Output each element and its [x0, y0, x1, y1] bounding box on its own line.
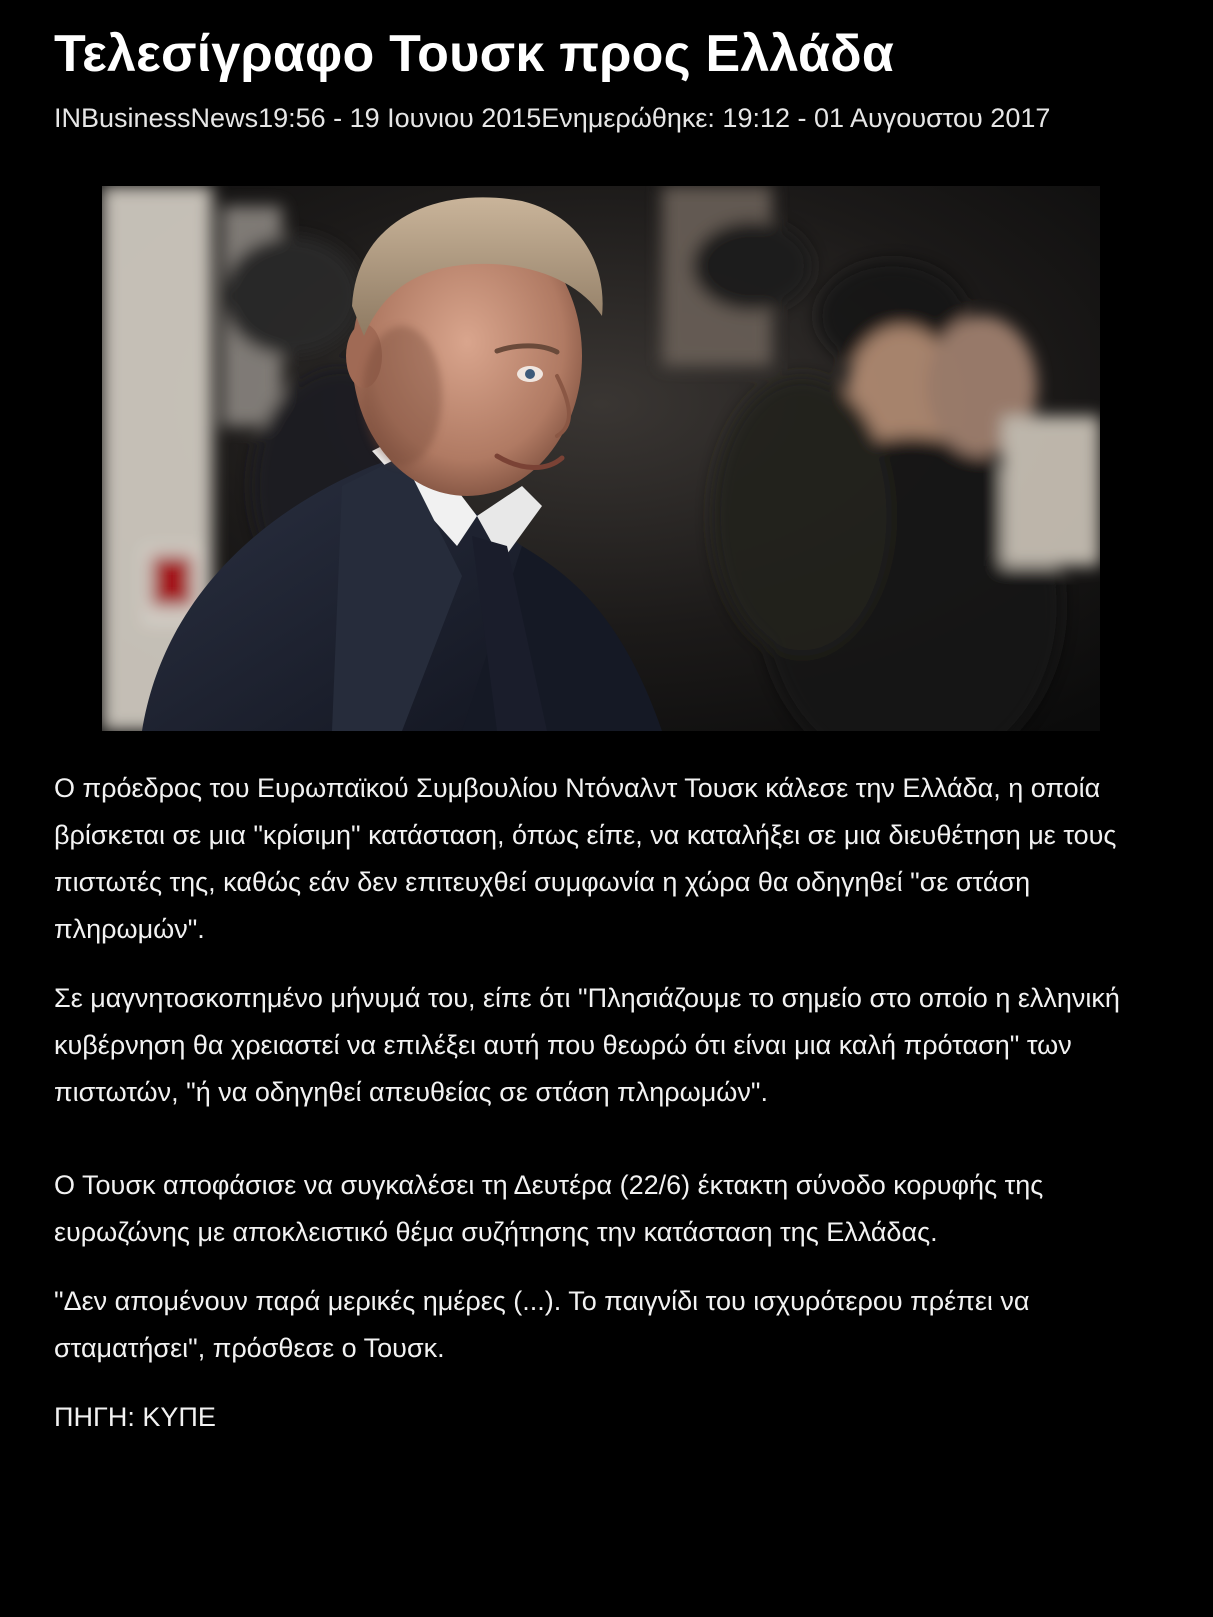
article-source: ΠΗΓΗ: ΚΥΠΕ	[54, 1402, 216, 1432]
article-meta: INBusinessNews19:56 - 19 Ιουνιου 2015Ενημερώθηκε: 19:12 - 01 Αυγουστου 2017	[54, 103, 1051, 133]
article-title: Τελεσίγραφο Τουσκ προς Ελλάδα	[54, 25, 895, 83]
paragraph-2: Σε μαγνητοσκοπημένο μήνυμά του, είπε ότι "Πλησιάζουμε το σημείο στο οποίο η ελληνική κυβέρνηση θα χρειαστεί να επιλέξει αυτή που θεωρώ ότι είναι μια καλή πρόταση" των πιστωτών, "ή να οδηγηθεί απευθείας σε στάση πληρωμών".	[54, 983, 1120, 1107]
portrait-photo-illustration	[102, 186, 1100, 731]
article-photo	[102, 186, 1100, 731]
paragraph-3: Ο Τουσκ αποφάσισε να συγκαλέσει τη Δευτέρα (22/6) έκτακτη σύνοδο κορυφής της ευρωζώνης με αποκλειστικό θέμα συζήτησης την κατάσταση της Ελλάδας.	[54, 1170, 1044, 1247]
paragraph-4: "Δεν απομένουν παρά μερικές ημέρες (...). Το παιγνίδι του ισχυρότερου πρέπει να σταματήσει", πρόσθεσε ο Τουσκ.	[54, 1286, 1030, 1363]
article-body	[54, 765, 1164, 1441]
paragraph-1: Ο πρόεδρος του Ευρωπαϊκού Συμβουλίου Ντόναλντ Τουσκ κάλεσε την Ελλάδα, η οποία βρίσκεται σε μια "κρίσιμη" κατάσταση, όπως είπε, να καταλήξει σε μια διευθέτηση με τους πιστωτές της, καθώς εάν δεν επιτευχθεί συμφωνία η χώρα θα οδηγηθεί "σε στάση πληρωμών".	[54, 773, 1117, 944]
